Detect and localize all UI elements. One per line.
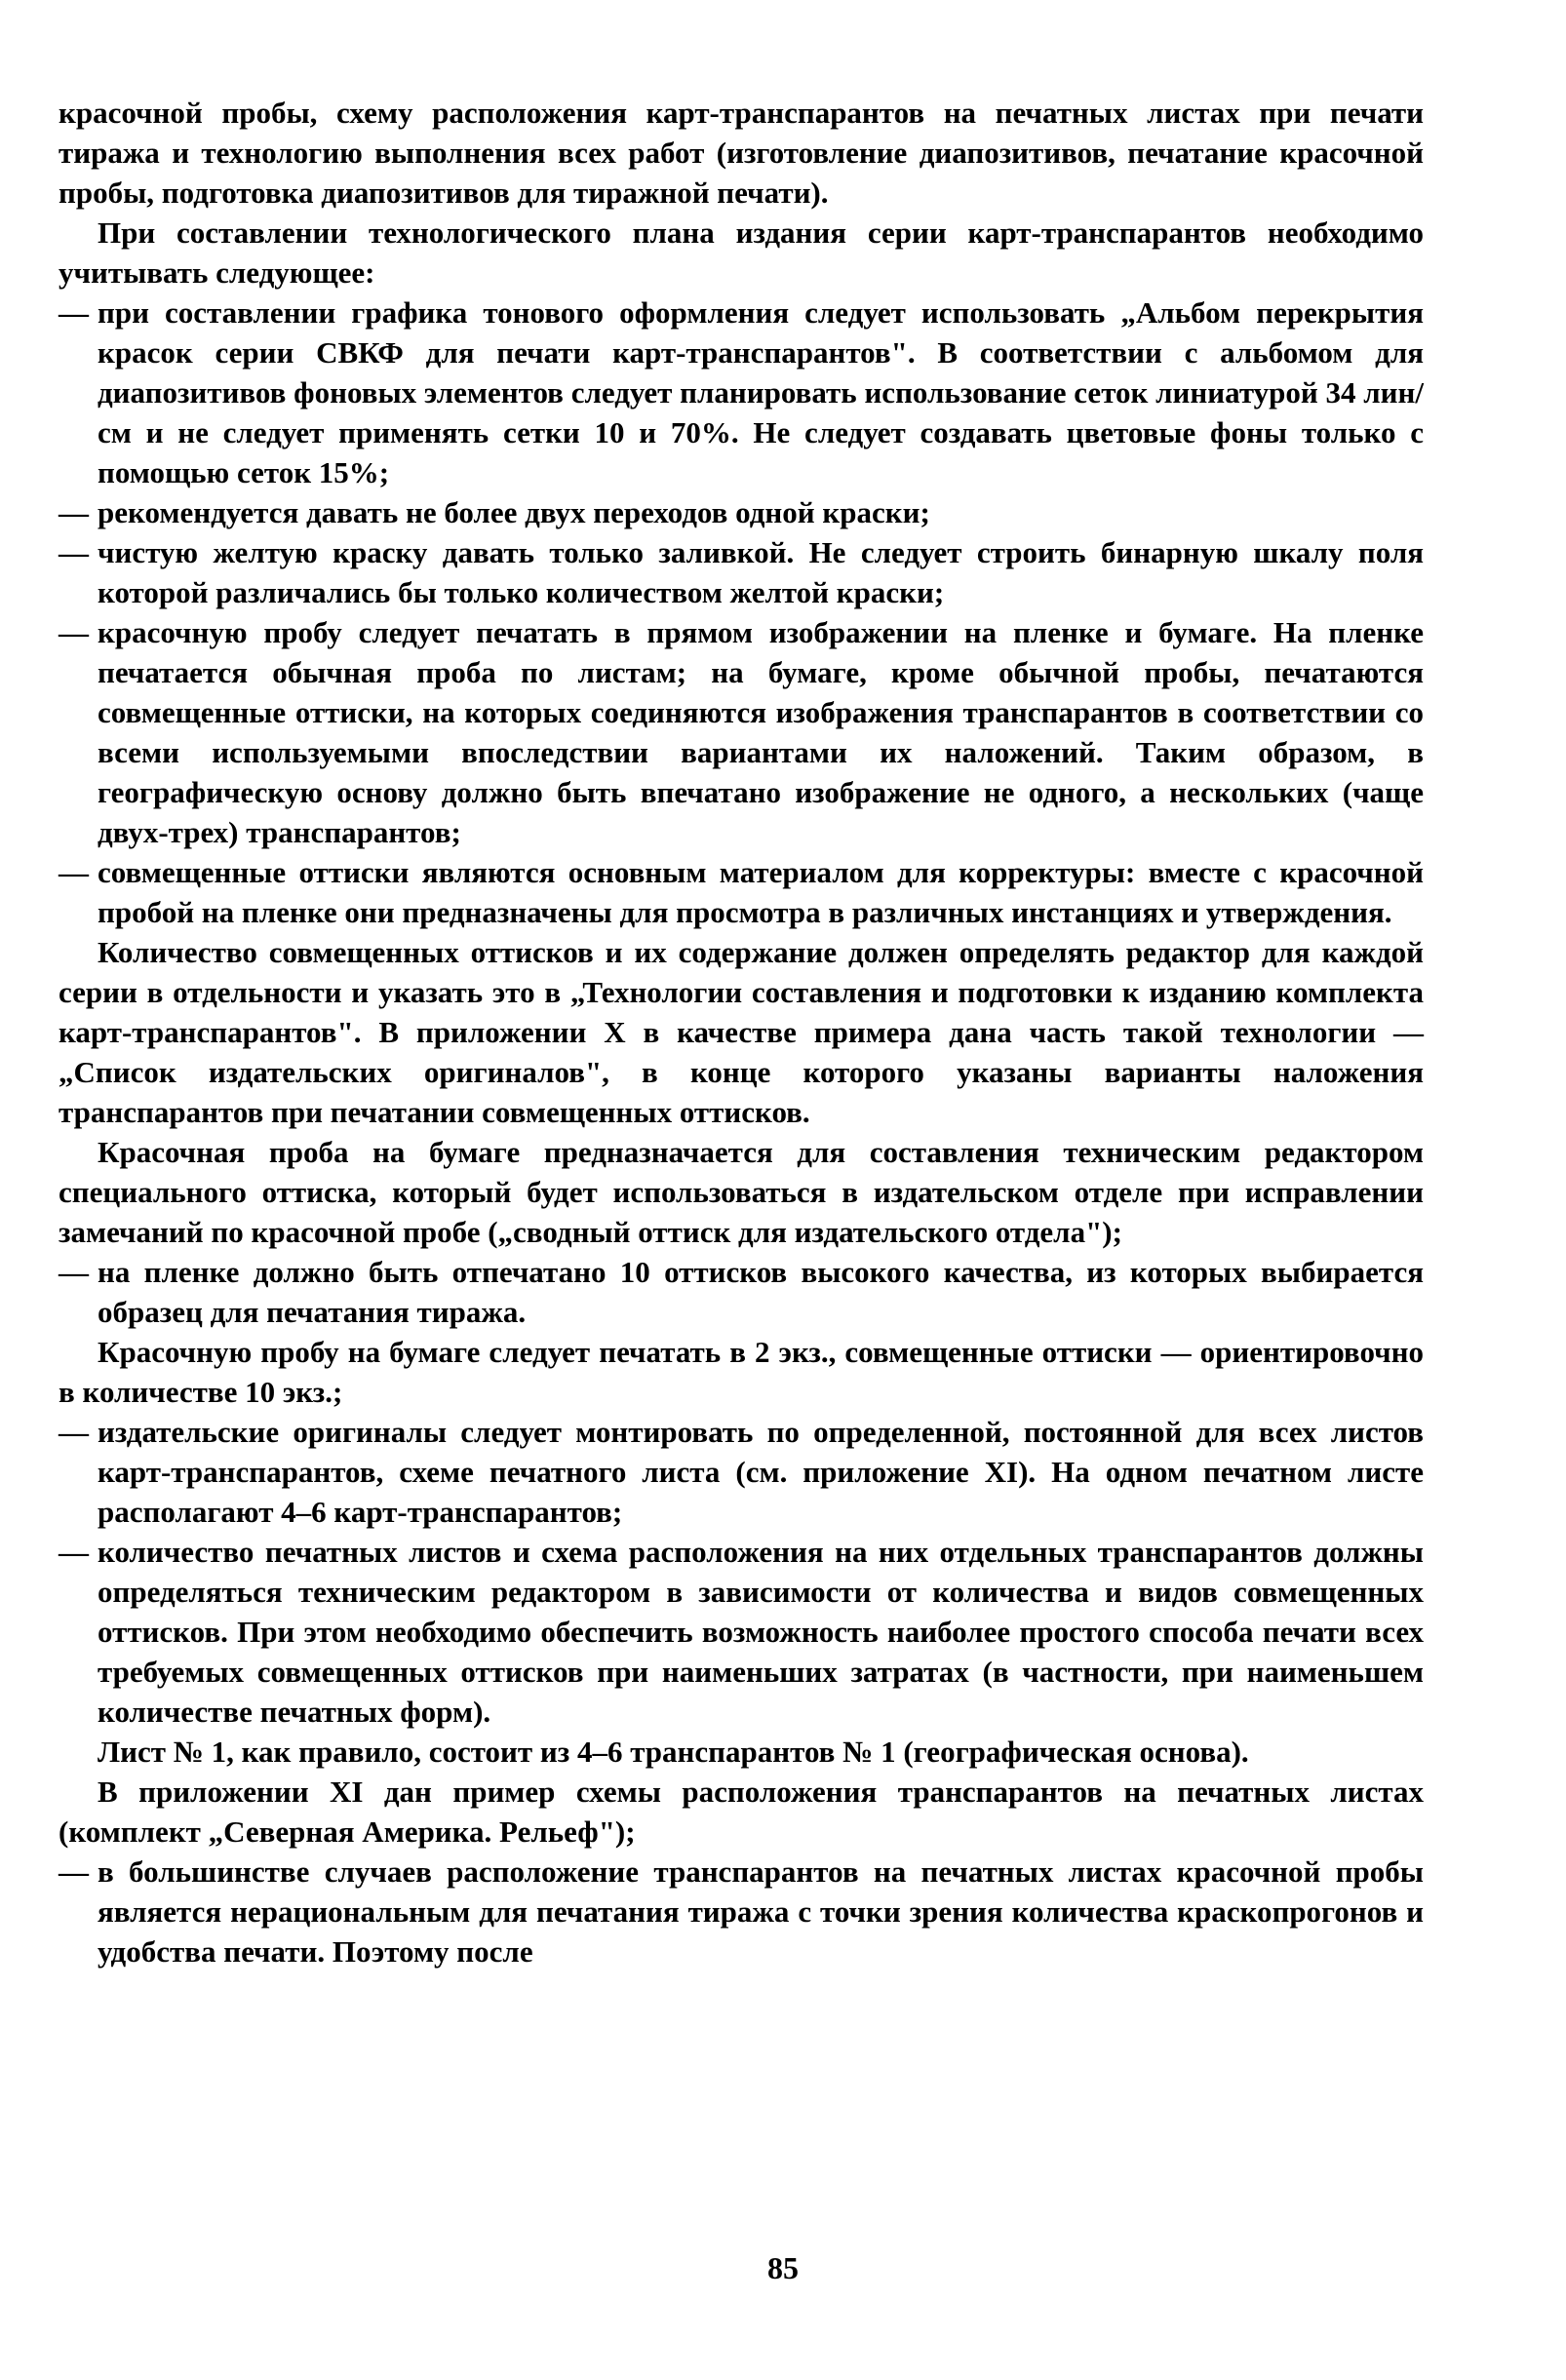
list-item-text: издательские оригиналы следует монтировать по определенной, постоянной для всех листов карт-транспарантов, схеме печатного листа (см. приложение XI). На одном печатном листе располагают 4–6 карт-транспарантов;	[98, 1415, 1424, 1529]
list-item-text: при составлении графика тонового оформления следует использовать „Альбом перекрытия красок серии СВКФ для печати карт-транспарантов". В соответствии с альбомом для диапозитивов фоновых элементов следует планировать использование сеток линиатурой 34 лин/см и не следует применять сетки 10 и 70%. Не следует создавать цветовые фоны только с помощью сеток 15%;	[98, 295, 1424, 489]
list-item	[59, 1412, 1424, 1532]
list-dash: —	[59, 295, 89, 330]
paragraph: В приложении XI дан пример схемы расположения транспарантов на печатных листах (комплект „Северная Америка. Рельеф");	[59, 1775, 1424, 1849]
list-item	[59, 532, 1424, 612]
list-item	[59, 1532, 1424, 1732]
list-dash: —	[59, 1415, 89, 1449]
list-dash: —	[59, 495, 89, 529]
list-dash: —	[59, 615, 89, 649]
list-item-text: в большинстве случаев расположение транспарантов на печатных листах красочной пробы является нерациональным для печатания тиража с точки зрения количества краскопрогонов и удобства печати. Поэтому после	[98, 1854, 1424, 1969]
list-item	[59, 293, 1424, 492]
list-dash: —	[59, 535, 89, 569]
list-item-text: рекомендуется давать не более двух переходов одной краски;	[98, 495, 930, 529]
paragraph: Красочную пробу на бумаге следует печатать в 2 экз., совмещенные оттиски — ориентировочно в количестве 10 экз.;	[59, 1335, 1424, 1409]
list-dash: —	[59, 1535, 89, 1569]
paragraph: красочной пробы, схему расположения карт-транспарантов на печатных листах при печати тиража и технологию выполнения всех работ (изготовление диапозитивов, печатание красочной пробы, подготовка диапозитивов для тиражной печати).	[59, 96, 1424, 210]
list-item-text: на пленке должно быть отпечатано 10 оттисков высокого качества, из которых выбирается образец для печатания тиража.	[98, 1255, 1424, 1329]
list-item	[59, 1852, 1424, 1971]
paragraph: При составлении технологического плана издания серии карт-транспарантов необходимо учитывать следующее:	[59, 215, 1424, 290]
list-item	[59, 612, 1424, 852]
paragraph: Количество совмещенных оттисков и их содержание должен определять редактор для каждой серии в отдельности и указать это в „Технологии составления и подготовки к изданию комплекта карт-транспарантов". В приложении X в качестве примера дана часть такой технологии — „Список издательских оригиналов", в конце которого указаны варианты наложения транспарантов при печатании совмещенных оттисков.	[59, 935, 1424, 1129]
list-item	[59, 852, 1424, 932]
list-item-text: совмещенные оттиски являются основным материалом для корректуры: вместе с красочной пробой на пленке они предназначены для просмотра в различных инстанциях и утверждения.	[98, 855, 1424, 929]
list-item-text: количество печатных листов и схема расположения на них отдельных транспарантов должны определяться техническим редактором в зависимости от количества и видов совмещенных оттисков. При этом необходимо обеспечить возможность наиболее простого способа печати всех требуемых совмещенных оттисков при наименьших затратах (в частности, при наименьшем количестве печатных форм).	[98, 1535, 1424, 1729]
list-item-text: чистую желтую краску давать только заливкой. Не следует строить бинарную шкалу поля которой различались бы только количеством желтой краски;	[98, 535, 1424, 609]
list-dash: —	[59, 855, 89, 889]
list-item	[59, 1252, 1424, 1332]
page-body	[59, 93, 1424, 1971]
list-item	[59, 492, 1424, 532]
page-number: 85	[767, 2250, 799, 2285]
list-dash: —	[59, 1255, 89, 1289]
paragraph: Лист № 1, как правило, состоит из 4–6 транспарантов № 1 (географическая основа).	[98, 1735, 1249, 1769]
paragraph: Красочная проба на бумаге предназначается для составления техническим редактором специального оттиска, который будет использоваться в издательском отделе при исправлении замечаний по красочной пробе („сводный оттиск для издательского отдела");	[59, 1135, 1424, 1249]
list-dash: —	[59, 1854, 89, 1889]
list-item-text: красочную пробу следует печатать в прямом изображении на пленке и бумаге. На пленке печатается обычная проба по листам; на бумаге, кроме обычной пробы, печатаются совмещенные оттиски, на которых соединяются изображения транспарантов в соответствии со всеми используемыми впоследствии вариантами их наложений. Таким образом, в географическую основу должно быть впечатано изображение не одного, а нескольких (чаще двух-трех) транспарантов;	[98, 615, 1424, 849]
